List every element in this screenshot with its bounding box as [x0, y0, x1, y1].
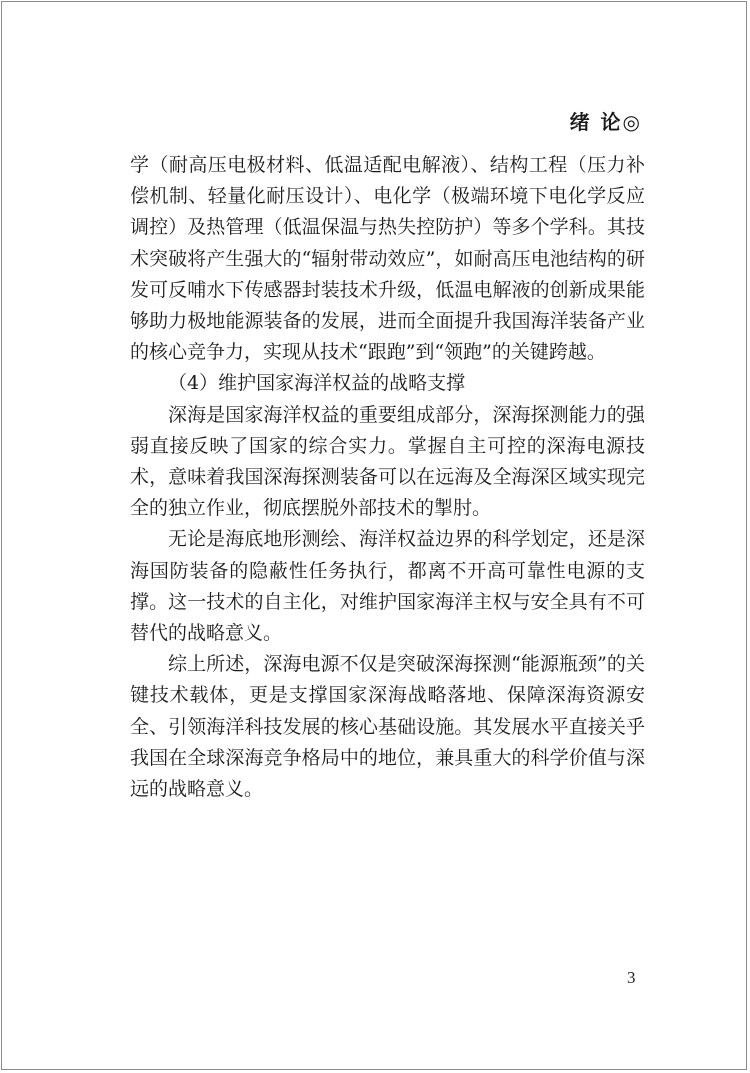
paragraph-continuation: 学（耐高压电极材料、低温适配电解液）、结构工程（压力补偿机制、轻量化耐压设计）、电化学（极端环境下电化学反应调控）及热管理（低温保温与热失控防护）等多个学科。其技术突破将产生强大的“辐射带动效应”，如耐高压电池结构的研发可反哺水下传感器封装技术升级，低温电解液的创新成果能够助力极地能源装备的发展，进而全面提升我国海洋装备产业的核心竞争力，实现从技术“跟跑”到“领跑”的关键跨越。	[130, 154, 645, 364]
paragraph: 无论是海底地形测绘、海洋权益边界的科学划定，还是深海国防装备的隐蔽性任务执行，都离不开高可靠性电源的支撑。这一技术的自主化，对维护国家海洋主权与安全具有不可替代的战略意义。	[130, 528, 645, 645]
paragraph: 深海是国家海洋权益的重要组成部分，深海探测能力的强弱直接反映了国家的综合实力。掌握自主可控的深海电源技术，意味着我国深海探测装备可以在远海及全海深区域实现完全的独立作业，彻底摆脱外部技术的掣肘。	[130, 403, 645, 520]
running-header: 绪 论◎	[569, 110, 642, 134]
page-number: 3	[627, 968, 636, 987]
body-text	[130, 150, 645, 805]
section-heading: （4）维护国家海洋权益的战略支撑	[168, 372, 466, 395]
paragraph: 综上所述，深海电源不仅是突破深海探测“能源瓶颈”的关键技术载体，更是支撑国家深海战略落地、保障深海资源安全、引领海洋科技发展的核心基础设施。其发展水平直接关乎我国在全球深海竞争格局中的地位，兼具重大的科学价值与深远的战略意义。	[130, 653, 645, 801]
page	[1, 1, 747, 1070]
